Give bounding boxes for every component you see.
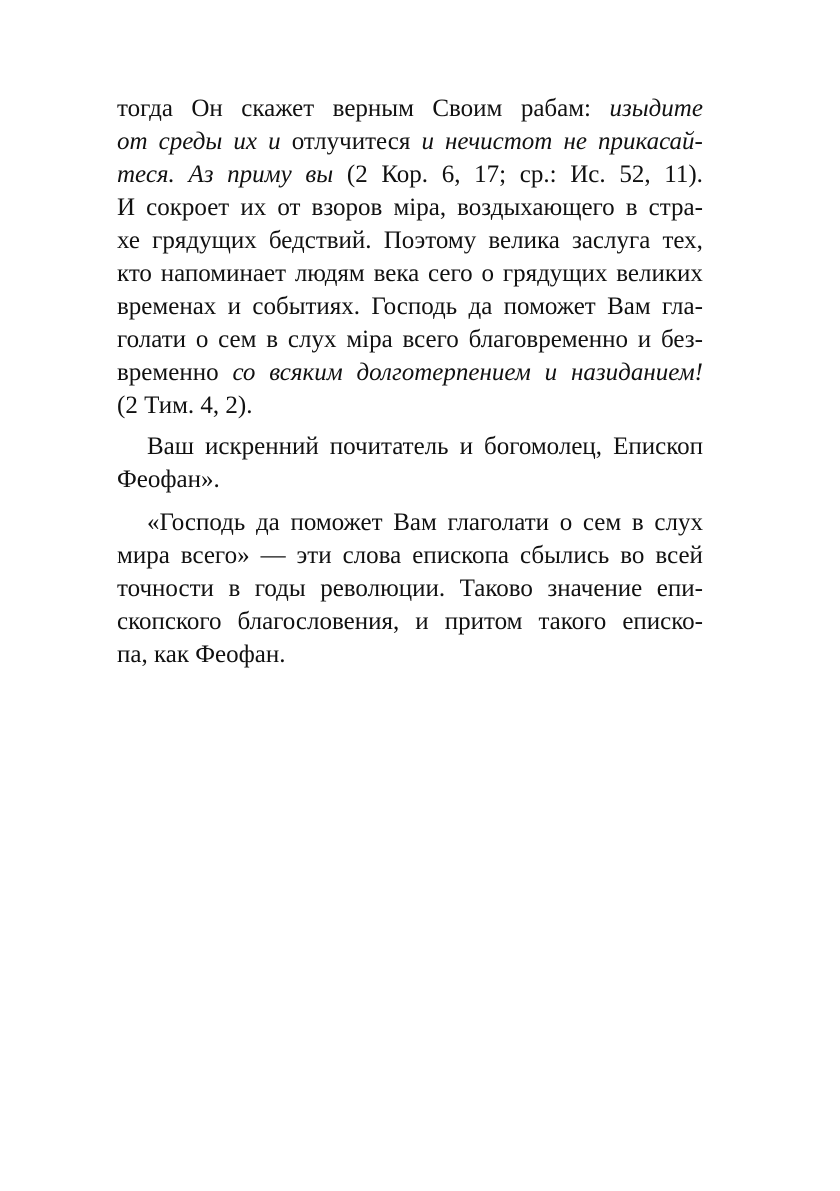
italic-word: от (117, 128, 148, 155)
word: годы (254, 575, 306, 602)
word: кто (117, 260, 152, 287)
word: мира (117, 542, 170, 569)
word: 6, (441, 161, 461, 188)
word: верным (332, 95, 414, 122)
italic-word: Аз (188, 161, 214, 188)
italic-word: изыдите (609, 95, 703, 122)
word: міра (346, 326, 393, 353)
word: без- (661, 326, 703, 353)
word: сего (428, 260, 473, 287)
word: стра- (648, 194, 703, 221)
word: (2 Тим. 4, 2). (117, 392, 253, 419)
text-line (117, 430, 703, 463)
text-line (117, 389, 703, 422)
word: такого (538, 608, 607, 635)
word: точности (117, 575, 214, 602)
text-line (117, 158, 703, 191)
italic-word: назиданием! (571, 359, 703, 386)
word: міра, (393, 194, 447, 221)
word: бедствий. (268, 227, 372, 254)
word: еписко- (622, 608, 703, 635)
word: благовременно (468, 326, 628, 353)
word: (2 (346, 161, 368, 188)
word: епископа (412, 542, 510, 569)
word: скопского (117, 608, 222, 635)
word: Вам (393, 509, 437, 536)
word: временах (117, 293, 217, 320)
word: глаголати (447, 509, 550, 536)
word: Таково (459, 575, 533, 602)
word: 17; (474, 161, 507, 188)
italic-word: и (268, 128, 281, 155)
word: напоминает (160, 260, 286, 287)
word: хе (117, 227, 140, 254)
word: сбылись (520, 542, 610, 569)
word: велика (488, 227, 560, 254)
italic-word: и (421, 128, 434, 155)
word: о (195, 326, 209, 353)
word: во (620, 542, 645, 569)
text-line (117, 191, 703, 224)
word: поможет (290, 509, 383, 536)
word: 11). (664, 161, 703, 188)
word: Своим (432, 95, 503, 122)
document-body (117, 92, 703, 671)
word: искренний (205, 433, 319, 460)
text-line (117, 605, 703, 638)
italic-word: их (233, 128, 258, 155)
text-line (117, 224, 703, 257)
word: 52, (619, 161, 651, 188)
italic-word: вы (305, 161, 334, 188)
word: тех, (662, 227, 703, 254)
word: о (559, 509, 573, 536)
italic-word: долготерпением (356, 359, 531, 386)
word: благословения, (237, 608, 400, 635)
italic-word: со (232, 359, 256, 386)
word: сокроет (146, 194, 230, 221)
word: сем (218, 326, 257, 353)
text-line (117, 257, 703, 290)
word: слух (654, 509, 703, 536)
word: па, как Феофан. (117, 641, 286, 668)
italic-word: не (563, 128, 587, 155)
word: поможет (503, 293, 596, 320)
word: слова (342, 542, 402, 569)
text-line (117, 539, 703, 572)
word: и (459, 433, 473, 460)
word: Ис. (570, 161, 606, 188)
word: скажет (241, 95, 315, 122)
word: всей (655, 542, 703, 569)
italic-word: теся. (117, 161, 175, 188)
word: людям (294, 260, 365, 287)
word: событиях. (252, 293, 361, 320)
word: временно (117, 359, 219, 386)
italic-word: и (544, 359, 558, 386)
word: воздыхающего (457, 194, 615, 221)
word: рабам: (520, 95, 592, 122)
word: в (631, 509, 644, 536)
word: голати (117, 326, 187, 353)
word: И (117, 194, 136, 221)
word: Ваш (147, 433, 195, 460)
word: да (255, 509, 280, 536)
word: от (277, 194, 301, 221)
word: тогда (117, 95, 173, 122)
word: да (468, 293, 493, 320)
text-line (117, 356, 703, 389)
word: ср.: (519, 161, 557, 188)
text-line (117, 638, 703, 671)
word: притом (444, 608, 523, 635)
italic-word: приму (227, 161, 292, 188)
word: великих (616, 260, 703, 287)
word: — (260, 542, 286, 569)
word: взоров (311, 194, 383, 221)
word: Кор. (381, 161, 429, 188)
word: слух (287, 326, 337, 353)
word: «Господь (147, 509, 246, 536)
word: грядущих (502, 260, 608, 287)
text-line (117, 572, 703, 605)
word: в (625, 194, 638, 221)
word: и (227, 293, 242, 320)
word: о (481, 260, 494, 287)
text-line (117, 125, 703, 158)
text-line (117, 506, 703, 539)
word: в (228, 575, 241, 602)
word: почитатель (329, 433, 449, 460)
word: и (637, 326, 652, 353)
word: Епископ (613, 433, 703, 460)
word: революции. (320, 575, 446, 602)
word: Феофан». (117, 466, 220, 493)
word: заслуга (571, 227, 651, 254)
italic-word: среды (158, 128, 223, 155)
word: Господь (371, 293, 458, 320)
text-line (117, 92, 703, 125)
word: отлучитеся (291, 128, 411, 155)
word: и (415, 608, 429, 635)
word: Он (191, 95, 223, 122)
text-line (117, 323, 703, 356)
word: их (240, 194, 267, 221)
word: богомолец, (483, 433, 603, 460)
italic-word: нечистот (445, 128, 553, 155)
word: всего» (180, 542, 250, 569)
italic-word: всяким (269, 359, 343, 386)
word: Поэтому (383, 227, 477, 254)
word: епи- (656, 575, 703, 602)
word: сем (582, 509, 622, 536)
text-line (117, 290, 703, 323)
word: века (373, 260, 420, 287)
word: значение (547, 575, 643, 602)
italic-word: прикасай- (598, 128, 703, 155)
word: в (266, 326, 279, 353)
word: всего (402, 326, 459, 353)
word: эти (296, 542, 332, 569)
word: Вам (607, 293, 651, 320)
text-line (117, 463, 703, 496)
word: гла- (662, 293, 703, 320)
word: грядущих (152, 227, 257, 254)
